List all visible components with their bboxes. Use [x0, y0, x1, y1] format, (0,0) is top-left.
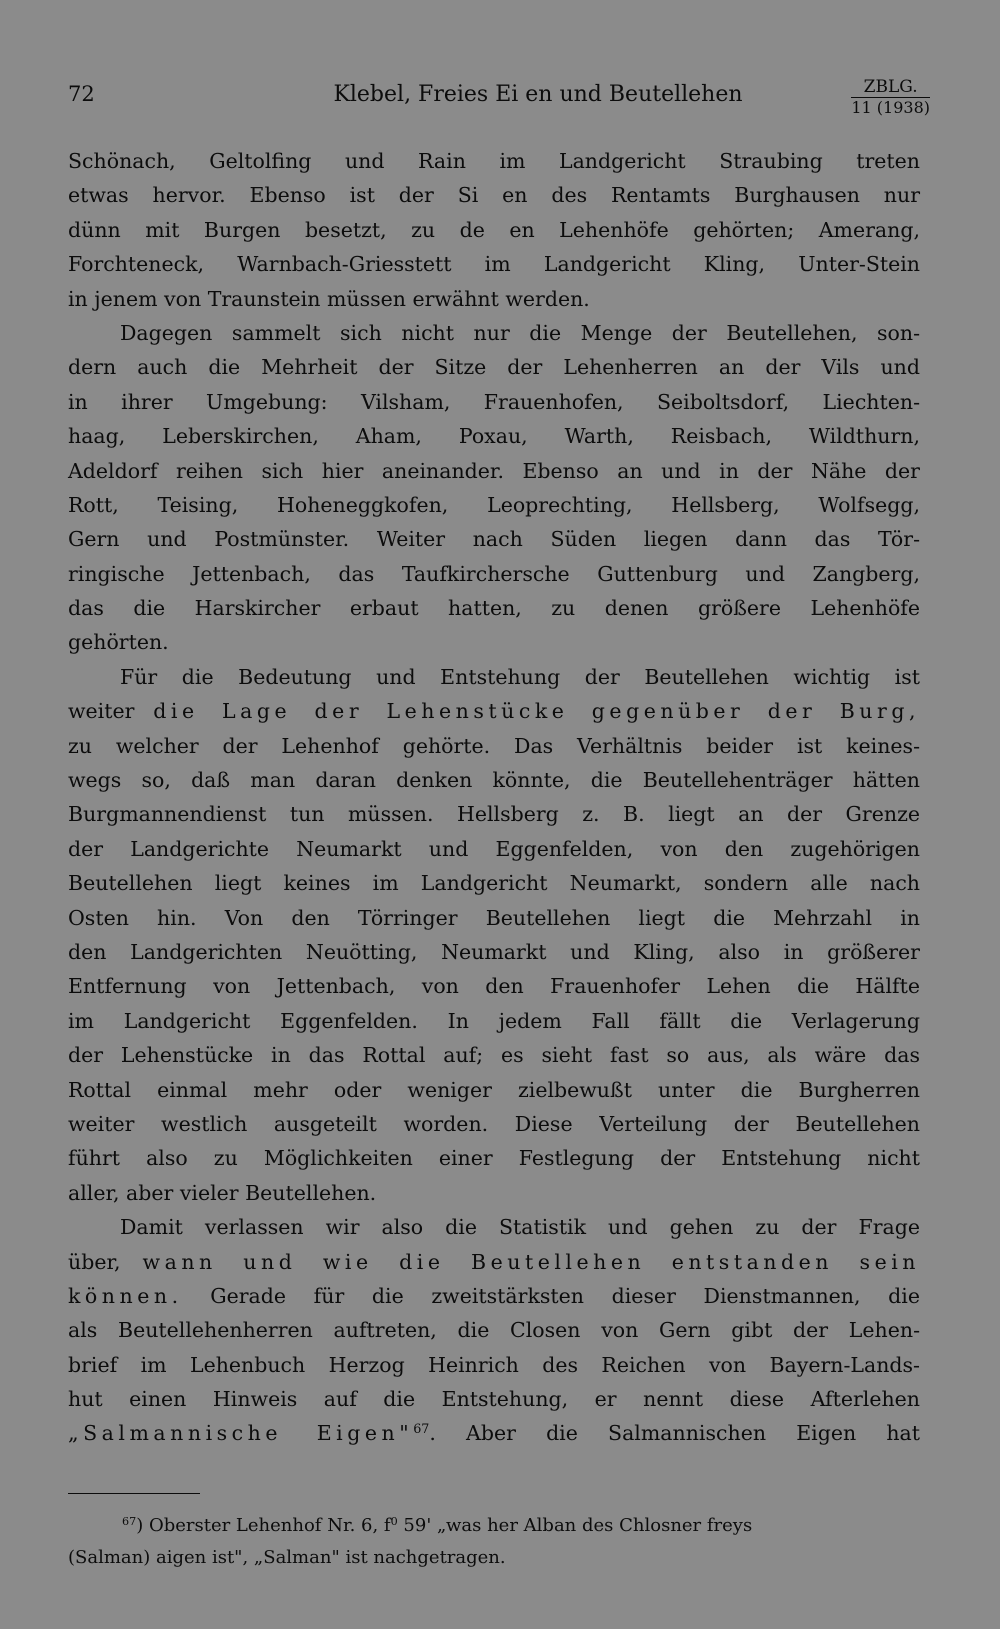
- text-line: Rottal einmal mehr oder weniger zielbewußt unter die Burgherren: [68, 1077, 920, 1102]
- text-line: Schönach, Geltolfing und Rain im Landgericht Straubing treten: [68, 149, 920, 173]
- text-line: gehörten.: [68, 630, 169, 655]
- text-line: als Beutellehenherren auftreten, die Closen von Gern gibt der Lehen-: [68, 1318, 920, 1343]
- text-line: Forchteneck, Warnbach-Griesstett im Landgericht Kling, Unter-Stein: [68, 252, 920, 277]
- footnotes: [68, 1510, 920, 1574]
- text-line: im Landgericht Eggenfelden. In jedem Fall fällt die Verlagerung: [68, 1008, 920, 1033]
- text-line: dern auch die Mehrheit der Sitze der Lehenherren an der Vils und: [68, 355, 920, 380]
- text-line: Adeldorf reihen sich hier aneinander. Ebenso an und in der Nähe der: [68, 458, 920, 483]
- text-line: Gern und Postmünster. Weiter nach Süden liegen dann das Tör-: [68, 527, 920, 552]
- text-line: der Landgerichte Neumarkt und Eggenfelden, von den zugehörigen: [68, 836, 920, 861]
- text-run: über,: [68, 1249, 121, 1274]
- text-line: [68, 1279, 920, 1313]
- text-line: weiter westlich ausgeteilt worden. Diese Verteilung der Beutellehen: [68, 1111, 920, 1136]
- footnote-text: 59' „was her Alban des Chlosner freys: [397, 1515, 753, 1536]
- text-line: den Landgerichten Neuötting, Neumarkt und Kling, also in größerer: [68, 939, 920, 964]
- emphasis-spaced: wann und wie die Beutellehen entstanden sein: [142, 1249, 920, 1274]
- text-line: wegs so, daß man daran denken könnte, die Beutellehenträger hätten: [68, 768, 920, 793]
- running-title: Klebel, Freies Ei en und Beutellehen: [333, 82, 743, 107]
- footnote-number: 67: [122, 1514, 137, 1528]
- page-header: [68, 78, 930, 118]
- text-line: Damit verlassen wir also die Statistik und gehen zu der Frage: [120, 1215, 920, 1240]
- text-line: in jenem von Traunstein müssen erwähnt werden.: [68, 286, 590, 311]
- folio-superscript: 0: [390, 1514, 398, 1528]
- footnote-text: ) Oberster Lehenhof Nr. 6, f: [136, 1515, 391, 1536]
- text-line: ringische Jettenbach, das Taufkirchersche Guttenburg und Zangberg,: [68, 561, 920, 586]
- text-line: hut einen Hinweis auf die Entstehung, er nennt diese Afterlehen: [68, 1387, 920, 1412]
- text-line: haag, Leberskirchen, Aham, Poxau, Warth, Reisbach, Wildthurn,: [68, 424, 920, 449]
- emphasis-spaced: können.: [68, 1283, 183, 1308]
- text-line: dünn mit Burgen besetzt, zu de en Lehenhöfe gehörten; Amerang,: [68, 217, 920, 242]
- text-line: etwas hervor. Ebenso ist der Si en des Rentamts Burghausen nur: [68, 183, 920, 208]
- text-line: brief im Lehenbuch Herzog Heinrich des Reichen von Bayern-Lands-: [68, 1352, 920, 1377]
- text-line: Für die Bedeutung und Entstehung der Beutellehen wichtig ist: [120, 664, 920, 689]
- text-run: weiter: [68, 699, 135, 724]
- text-line: führt also zu Möglichkeiten einer Festlegung der Entstehung nicht: [68, 1146, 920, 1171]
- text-line: Burgmannendienst tun müssen. Hellsberg z. B. liegt an der Grenze: [68, 802, 920, 827]
- emphasis-spaced: „Salmannische Eigen": [68, 1421, 414, 1446]
- body-text: [68, 144, 920, 1451]
- journal-reference: [851, 78, 930, 117]
- text-line: das die Harskircher erbaut hatten, zu denen größere Lehenhöfe: [68, 596, 920, 621]
- text-line: Rott, Teising, Hoheneggkofen, Leoprechting, Hellsberg, Wolfsegg,: [68, 492, 920, 517]
- text-line: [68, 1245, 920, 1279]
- text-line: [68, 694, 920, 728]
- text-run: Gerade für die zweitstärksten dieser Dienstmannen, die: [210, 1283, 920, 1308]
- text-line: aller, aber vieler Beutellehen.: [68, 1180, 377, 1205]
- footnote-reference: 67: [413, 1421, 430, 1437]
- journal-volume: 11 (1938): [851, 98, 930, 117]
- text-line: [68, 1416, 920, 1450]
- text-line: Entfernung von Jettenbach, von den Frauenhofer Lehen die Hälfte: [68, 974, 920, 999]
- text-line: Osten hin. Von den Törringer Beutellehen liegt die Mehrzahl in: [68, 905, 920, 930]
- text-run: . Aber die Salmannischen Eigen hat: [429, 1421, 920, 1446]
- text-line: zu welcher der Lehenhof gehörte. Das Verhältnis beider ist keines-: [68, 733, 920, 758]
- footnote-line: (Salman) aigen ist", „Salman" ist nachgetragen.: [68, 1547, 506, 1568]
- footnote-separator: [68, 1493, 200, 1494]
- emphasis-spaced: die Lage der Lehenstücke gegenüber der Burg,: [153, 699, 920, 724]
- journal-abbreviation: ZBLG.: [851, 78, 930, 98]
- text-line: in ihrer Umgebung: Vilsham, Frauenhofen, Seiboltsdorf, Liechten-: [68, 389, 920, 414]
- footnote-line: [68, 1510, 920, 1542]
- text-line: Beutellehen liegt keines im Landgericht Neumarkt, sondern alle nach: [68, 871, 920, 896]
- text-line: der Lehenstücke in das Rottal auf; es sieht fast so aus, als wäre das: [68, 1043, 920, 1068]
- page-number: 72: [68, 82, 95, 106]
- text-line: Dagegen sammelt sich nicht nur die Menge der Beutellehen, son-: [120, 320, 920, 345]
